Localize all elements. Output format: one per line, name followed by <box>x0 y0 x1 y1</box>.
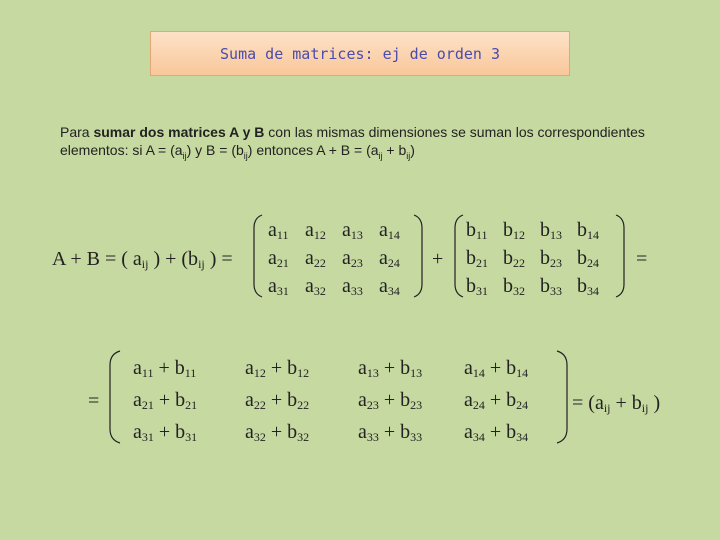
matrix-sum-cell: $a_{23} + b_{23}$ <box>358 389 423 412</box>
matrix-b-cell: $b_{34}$ <box>577 275 599 298</box>
matrix-sum-cell: $a_{34} + b_{34}$ <box>464 421 529 444</box>
matrix-a-cell: $a_{13}$ <box>342 219 363 242</box>
matrix-a-cell: $a_{32}$ <box>305 275 326 298</box>
lhs-sub-2: ij <box>198 257 205 271</box>
slide-title-text: Suma de matrices: ej de orden 3 <box>220 44 500 63</box>
result-rhs-sub-2: ij <box>641 401 649 415</box>
matrix-sum-cell: $a_{31} + b_{31}$ <box>133 421 198 444</box>
matrix-a-cell: $a_{22}$ <box>305 247 326 270</box>
intro-text-3: ) y B = (b <box>186 142 244 158</box>
matrix-sum-cell: $a_{11} + b_{11}$ <box>133 357 197 380</box>
intro-paragraph <box>60 123 660 165</box>
equals-sign: = <box>636 248 648 270</box>
lhs-prefix: A + B = ( a <box>52 248 142 270</box>
matrix-a-cell: $a_{21}$ <box>268 247 289 270</box>
result-rhs <box>572 393 660 414</box>
matrix-b-left-bracket <box>453 214 465 298</box>
intro-text-4: ) entonces A + B = (a <box>247 142 379 158</box>
matrix-sum-cell: $a_{21} + b_{21}$ <box>133 389 198 412</box>
result-rhs-end: ) <box>648 392 661 414</box>
matrix-a-cell: $a_{14}$ <box>379 219 400 242</box>
result-equals-sign: = <box>88 390 100 412</box>
matrix-a-right-bracket <box>412 214 424 298</box>
matrix-a-cell: $a_{33}$ <box>342 275 363 298</box>
matrix-b-cell: $b_{33}$ <box>540 275 562 298</box>
matrix-a-cell: $a_{24}$ <box>379 247 400 270</box>
result-rhs-mid: + b <box>610 392 642 414</box>
matrix-b-cell: $b_{13}$ <box>540 219 562 242</box>
matrix-b-cell: $b_{32}$ <box>503 275 525 298</box>
matrix-sum-cell: $a_{24} + b_{24}$ <box>464 389 529 412</box>
matrix-a-cell: $a_{34}$ <box>379 275 400 298</box>
intro-text-5: + b <box>382 142 407 158</box>
matrix-b-cell: $b_{11}$ <box>466 219 488 242</box>
matrix-b-right-bracket <box>614 214 626 298</box>
matrix-b-cell: $b_{22}$ <box>503 247 525 270</box>
matrix-b-cell: $b_{21}$ <box>466 247 488 270</box>
intro-text-6: ) <box>410 142 415 158</box>
result-rhs-prefix: = (a <box>572 392 604 414</box>
intro-sub-4: ij <box>406 150 411 161</box>
matrix-a-cell: $a_{31}$ <box>268 275 289 298</box>
lhs-end: ) = <box>204 248 233 270</box>
matrix-a-cell: $a_{11}$ <box>268 219 289 242</box>
matrix-b-cell: $b_{14}$ <box>577 219 599 242</box>
matrix-sum-cell: $a_{33} + b_{33}$ <box>358 421 423 444</box>
lhs-mid: ) + (b <box>148 248 199 270</box>
matrix-sum-cell: $a_{13} + b_{13}$ <box>358 357 423 380</box>
result-left-bracket <box>108 350 122 444</box>
matrix-sum-cell: $a_{32} + b_{32}$ <box>245 421 310 444</box>
intro-sub-1: ij <box>182 150 187 161</box>
intro-sub-3: ij <box>378 150 383 161</box>
matrix-a-cell: $a_{12}$ <box>305 219 326 242</box>
matrix-sum-cell: $a_{14} + b_{14}$ <box>464 357 529 380</box>
equation-lhs <box>52 249 233 270</box>
plus-sign: + <box>432 248 444 270</box>
matrix-b-cell: $b_{23}$ <box>540 247 562 270</box>
result-right-bracket <box>555 350 569 444</box>
intro-bold: sumar dos matrices A y B <box>93 124 265 140</box>
matrix-a-left-bracket <box>252 214 264 298</box>
matrix-b-cell: $b_{24}$ <box>577 247 599 270</box>
slide-title <box>150 31 570 76</box>
intro-text-2: con las mismas dimensiones se suman los correspondientes elementos: si A = (a <box>60 124 645 158</box>
matrix-sum-cell: $a_{12} + b_{12}$ <box>245 357 310 380</box>
lhs-sub-1: ij <box>141 257 149 271</box>
intro-sub-2: ij <box>243 150 248 161</box>
matrix-b-cell: $b_{12}$ <box>503 219 525 242</box>
matrix-a-cell: $a_{23}$ <box>342 247 363 270</box>
matrix-sum-cell: $a_{22} + b_{22}$ <box>245 389 310 412</box>
intro-text-1: Para <box>60 124 94 140</box>
result-rhs-sub-1: ij <box>603 401 611 415</box>
matrix-b-cell: $b_{31}$ <box>466 275 488 298</box>
